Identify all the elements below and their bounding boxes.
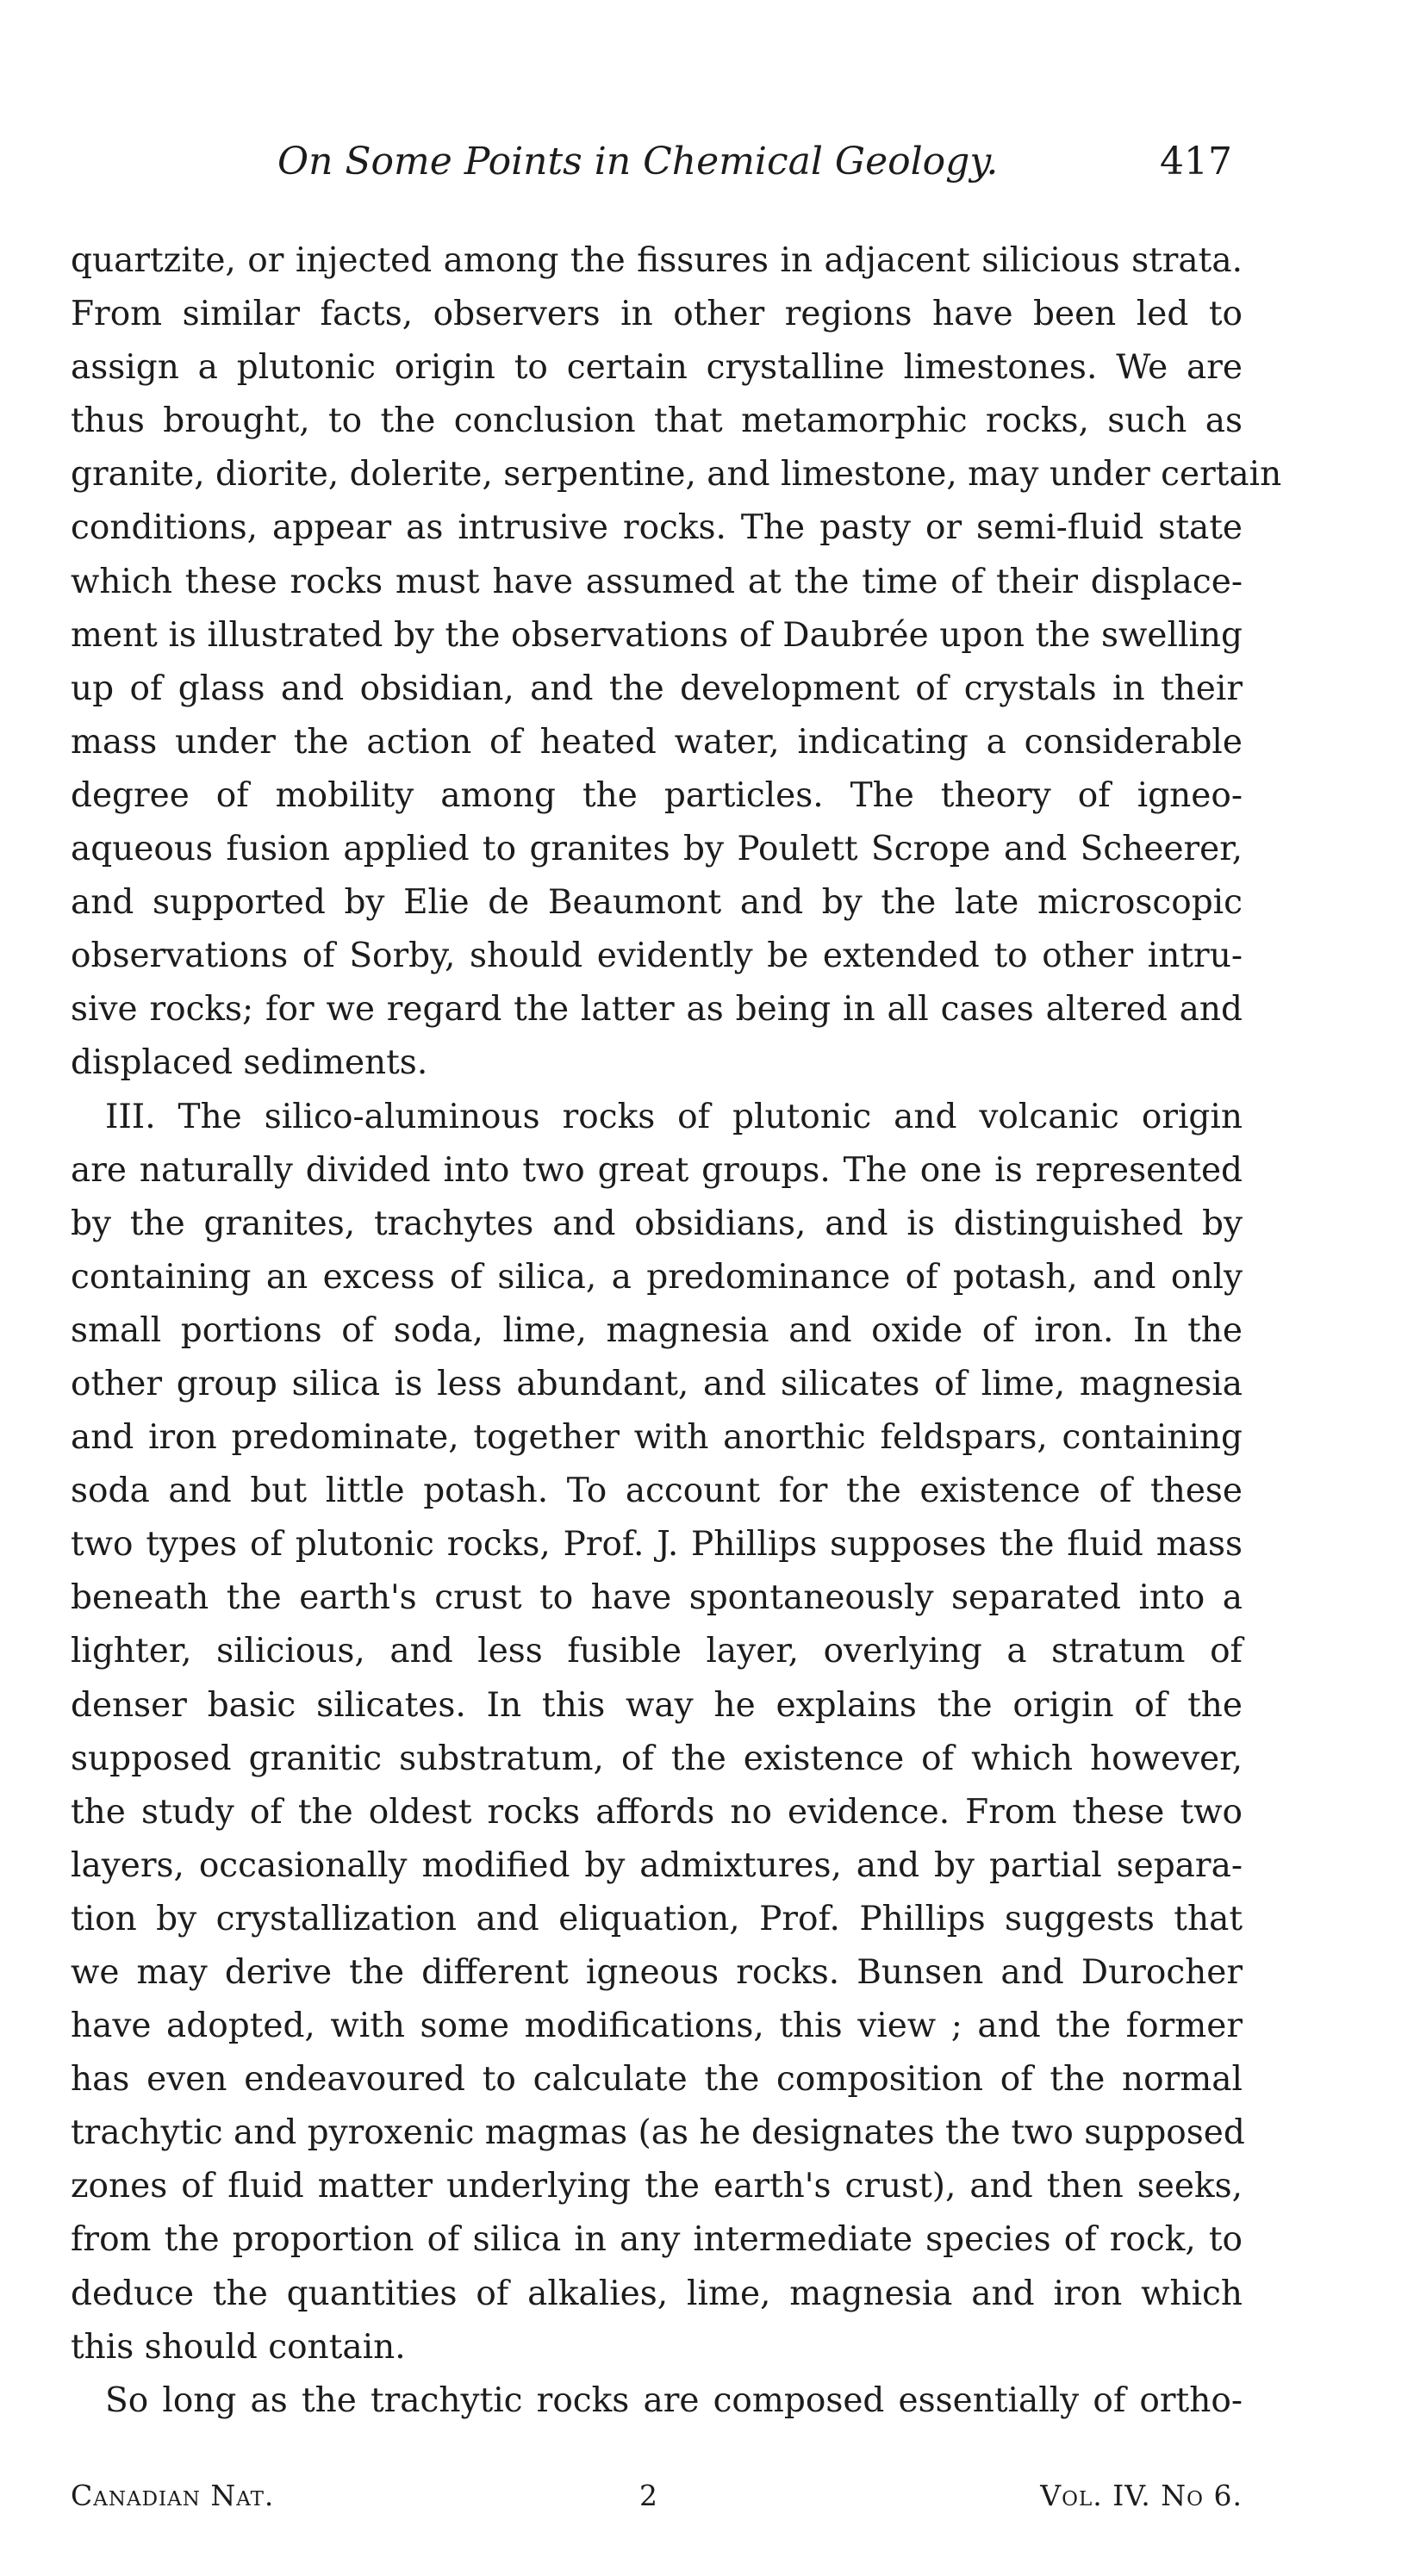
text-line: the study of the oldest rocks affords no evidence. From these two — [71, 1792, 1243, 1832]
text-line: from the proportion of silica in any intermediate species of rock, to — [71, 2220, 1243, 2260]
text-line: granite, diorite, dolerite, serpentine, and limestone, may under certain — [71, 455, 1282, 495]
body-text — [71, 234, 1282, 2428]
text-line: conditions, appear as intrusive rocks. The pasty or semi-fluid state — [71, 508, 1243, 548]
running-head — [267, 136, 1232, 188]
text-line: deduce the quantities of alkalies, lime, magnesia and iron which — [71, 2274, 1243, 2313]
paragraph-start-line: So long as the trachytic rocks are composed essentially of ortho- — [105, 2380, 1243, 2420]
text-line: containing an excess of silica, a predominance of potash, and only — [71, 1257, 1243, 1297]
text-line: soda and but little potash. To account for the existence of these — [71, 1472, 1243, 1511]
text-line: have adopted, with some modifications, this view ; and the former — [71, 2007, 1243, 2046]
text-line: and iron predominate, together with anorthic feldspars, containing — [71, 1418, 1243, 1458]
text-line: thus brought, to the conclusion that metamorphic rocks, such as — [71, 401, 1243, 441]
text-line: by the granites, trachytes and obsidians, and is distinguished by — [71, 1204, 1243, 1243]
text-line: layers, occasionally modified by admixtures, and by partial separa- — [71, 1845, 1243, 1885]
text-line: two types of plutonic rocks, Prof. J. Phillips supposes the fluid mass — [71, 1525, 1243, 1565]
text-line: tion by crystallization and eliquation, Prof. Phillips suggests that — [71, 1899, 1243, 1938]
text-line: beneath the earth's crust to have spontaneously separated into a — [71, 1578, 1243, 1618]
text-line: denser basic silicates. In this way he explains the origin of the — [71, 1685, 1243, 1725]
text-line: lighter, silicious, and less fusible layer, overlying a stratum of — [71, 1632, 1243, 1671]
text-line: has even endeavoured to calculate the composition of the normal — [71, 2060, 1243, 2100]
text-line: degree of mobility among the particles. The theory of igneo- — [71, 775, 1243, 815]
text-line: up of glass and obsidian, and the development of crystals in their — [71, 669, 1243, 708]
page-footer — [71, 2474, 1243, 2517]
text-line: other group silica is less abundant, and silicates of lime, magnesia — [71, 1364, 1243, 1403]
text-line: trachytic and pyroxenic magmas (as he designates the two supposed — [71, 2113, 1245, 2153]
text-line: ment is illustrated by the observations of Daubrée upon the swelling — [71, 615, 1243, 655]
page-number: 417 — [1160, 140, 1232, 184]
volume-number: Vol. IV. No 6. — [1040, 2479, 1243, 2512]
text-line: zones of fluid matter underlying the earth's crust), and then seeks, — [71, 2167, 1243, 2206]
paragraph-end-line: displaced sediments. — [71, 1043, 428, 1083]
signature-number: 2 — [639, 2479, 657, 2512]
running-title: On Some Points in Chemical Geology. — [277, 140, 999, 184]
text-line: which these rocks must have assumed at the time of their displace- — [71, 562, 1243, 601]
paragraph-end-line: this should contain. — [71, 2327, 406, 2367]
text-line: observations of Sorby, should evidently be extended to other intru- — [71, 936, 1243, 976]
text-line: aqueous fusion applied to granites by Poulett Scrope and Scheerer, — [71, 830, 1243, 869]
journal-signature: Canadian Nat. — [71, 2479, 275, 2512]
text-line: From similar facts, observers in other regions have been led to — [71, 295, 1243, 334]
text-line: small portions of soda, lime, magnesia and oxide of iron. In the — [71, 1310, 1243, 1350]
text-line: are naturally divided into two great groups. The one is represented — [71, 1150, 1243, 1190]
text-line: supposed granitic substratum, of the existence of which however, — [71, 1739, 1243, 1778]
text-line: assign a plutonic origin to certain crystalline limestones. We are — [71, 348, 1243, 388]
text-line: mass under the action of heated water, indicating a considerable — [71, 722, 1243, 762]
text-line: sive rocks; for we regard the latter as being in all cases altered and — [71, 990, 1243, 1030]
text-line: we may derive the different igneous rocks. Bunsen and Durocher — [71, 1953, 1243, 1992]
text-line: quartzite, or injected among the fissures in adjacent silicious strata. — [71, 241, 1243, 280]
paragraph-start-line: III. The silico-aluminous rocks of plutonic and volcanic origin — [105, 1097, 1243, 1136]
text-line: and supported by Elie de Beaumont and by the late microscopic — [71, 883, 1243, 923]
